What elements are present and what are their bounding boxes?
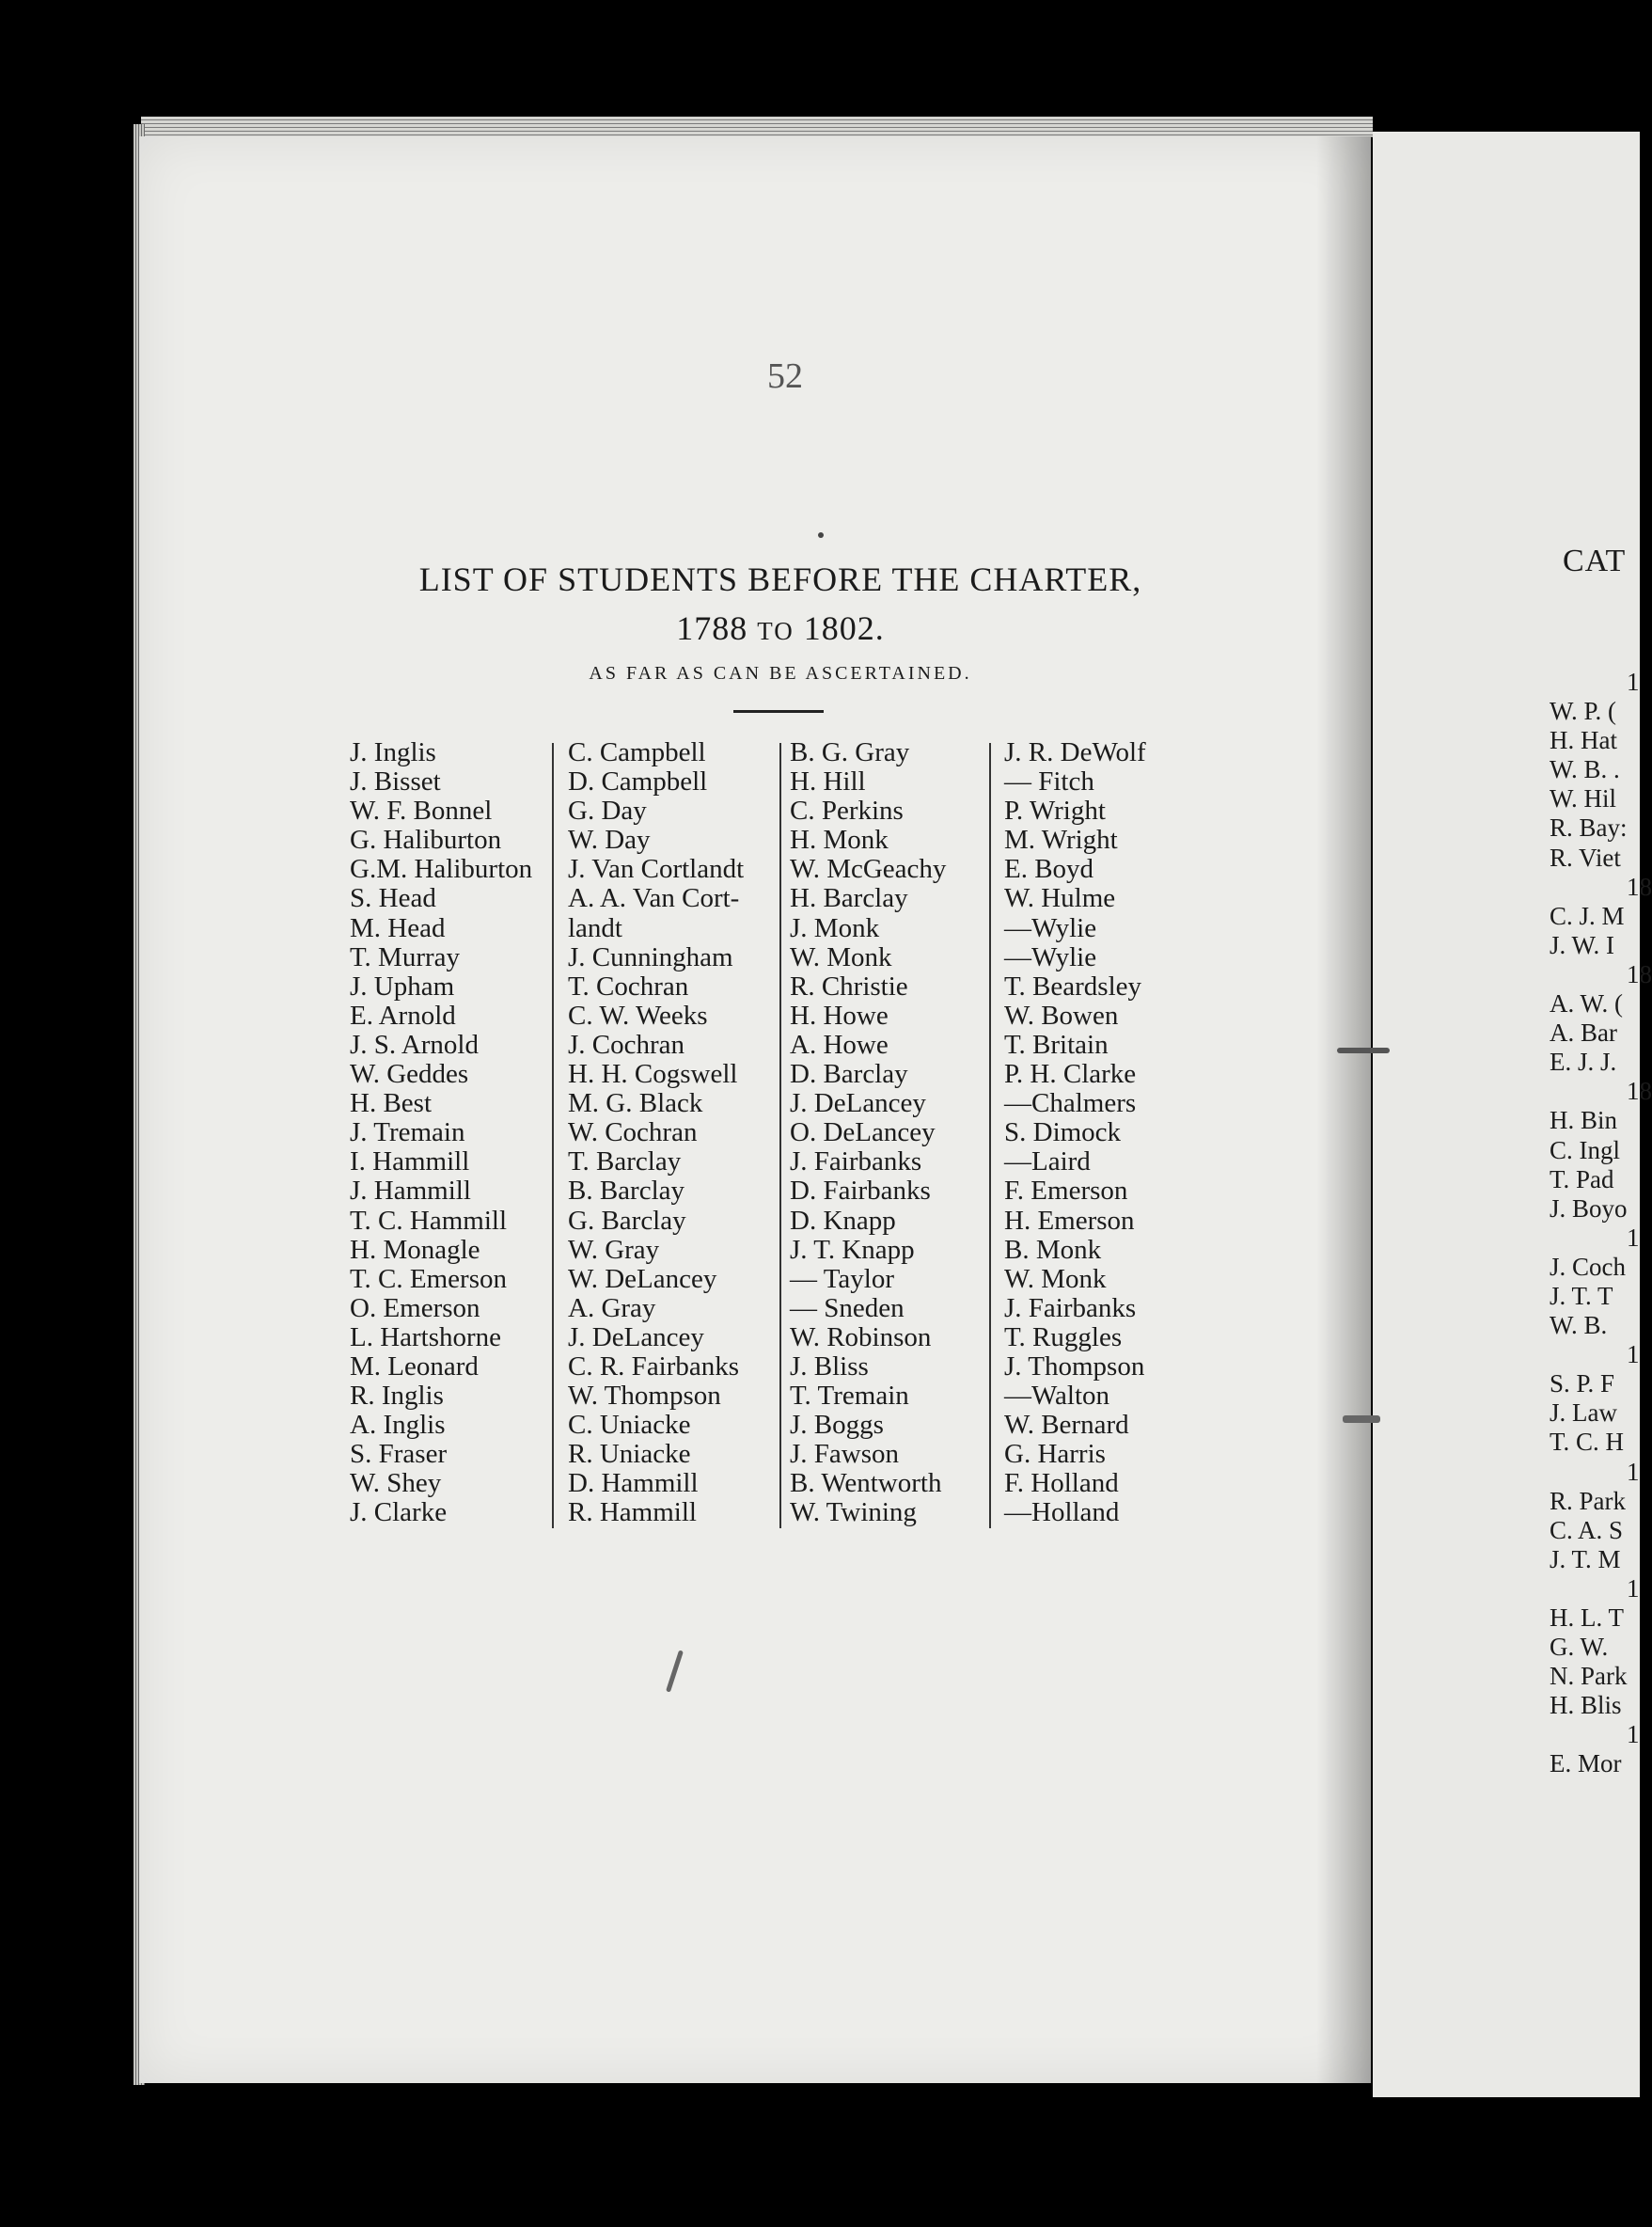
student-name: C. W. Weeks bbox=[568, 1000, 708, 1031]
student-name: E. Boyd bbox=[1004, 854, 1094, 885]
student-name: W. Hil bbox=[1550, 784, 1617, 813]
student-name: P. Wright bbox=[1004, 796, 1106, 827]
page-title bbox=[320, 555, 1241, 655]
year-label: 18 bbox=[1627, 1077, 1652, 1106]
student-name: J. Fairbanks bbox=[1004, 1292, 1137, 1323]
student-name: landt bbox=[568, 912, 622, 943]
name-column-4 bbox=[1004, 738, 1146, 1528]
student-name: J. T. M bbox=[1550, 1544, 1621, 1573]
year-label: 1 bbox=[1627, 1457, 1640, 1486]
year-end: 1802. bbox=[803, 609, 885, 647]
student-name: S. Dimock bbox=[1004, 1117, 1122, 1148]
student-name: J. Bliss bbox=[790, 1350, 869, 1382]
student-name: J. Bisset bbox=[350, 766, 441, 798]
year-label: 1 bbox=[1627, 1720, 1640, 1749]
column-divider bbox=[989, 743, 991, 1528]
student-name: A. Inglis bbox=[350, 1410, 446, 1441]
left-page bbox=[139, 136, 1371, 2083]
student-name: R. Christie bbox=[790, 971, 908, 1002]
student-name: J. R. DeWolf bbox=[1004, 737, 1146, 767]
student-name: C. J. M bbox=[1550, 901, 1625, 930]
student-name: J. Thompson bbox=[1004, 1350, 1145, 1382]
student-name: S. P. F bbox=[1550, 1369, 1615, 1398]
student-name: H. L. T bbox=[1550, 1603, 1624, 1632]
student-name: D. Knapp bbox=[790, 1205, 896, 1236]
student-name: J. Coch bbox=[1550, 1252, 1626, 1281]
student-name: H. Emerson bbox=[1004, 1205, 1135, 1236]
student-name: W. Shey bbox=[350, 1468, 442, 1499]
student-name: T. Ruggles bbox=[1004, 1321, 1123, 1352]
student-name: J. Clarke bbox=[350, 1497, 448, 1528]
student-name: J. Law bbox=[1550, 1398, 1617, 1428]
student-name: J. Boyo bbox=[1550, 1193, 1628, 1223]
title-rule bbox=[733, 710, 824, 713]
student-name: —Wylie bbox=[1004, 941, 1097, 972]
student-name: H. Hill bbox=[790, 766, 866, 798]
student-name: — Fitch bbox=[1004, 766, 1094, 798]
column-divider bbox=[552, 743, 554, 1528]
student-name: C. Perkins bbox=[790, 796, 904, 827]
student-name: C. Uniacke bbox=[568, 1410, 691, 1441]
scan-speck bbox=[1337, 1048, 1390, 1053]
student-name: —Walton bbox=[1004, 1381, 1110, 1412]
student-name: W. Geddes bbox=[350, 1059, 469, 1090]
title-years bbox=[320, 604, 1241, 655]
student-name: —Wylie bbox=[1004, 912, 1097, 943]
student-name: J. DeLancey bbox=[568, 1321, 704, 1352]
student-name: G.M. Haliburton bbox=[350, 854, 533, 885]
student-name: W. B. bbox=[1550, 1311, 1608, 1340]
student-name: W. Gray bbox=[568, 1234, 660, 1265]
year-label: 1 bbox=[1627, 1340, 1640, 1369]
student-name: T. Barclay bbox=[568, 1146, 682, 1177]
name-column-2 bbox=[568, 738, 744, 1528]
student-name: J. Upham bbox=[350, 971, 455, 1002]
student-name: W. Thompson bbox=[568, 1381, 721, 1412]
student-name: T. Beardsley bbox=[1004, 971, 1142, 1002]
student-name: —Holland bbox=[1004, 1497, 1120, 1528]
student-name: —Laird bbox=[1004, 1146, 1091, 1177]
student-name: H. Bin bbox=[1550, 1106, 1618, 1135]
student-name: F. Holland bbox=[1004, 1468, 1119, 1499]
student-name: I. Hammill bbox=[350, 1146, 470, 1177]
student-name: W. Twining bbox=[790, 1497, 917, 1528]
student-name: H. Best bbox=[350, 1088, 432, 1119]
student-name: J. Cochran bbox=[568, 1029, 685, 1060]
year-label: 1 bbox=[1627, 668, 1640, 696]
student-name: J. Fairbanks bbox=[790, 1146, 922, 1177]
student-name: J. S. Arnold bbox=[350, 1029, 479, 1060]
student-name: W. McGeachy bbox=[790, 854, 947, 885]
student-name: M. Leonard bbox=[350, 1350, 479, 1382]
student-name: D. Barclay bbox=[790, 1059, 908, 1090]
student-name: A. Bar bbox=[1550, 1019, 1617, 1048]
student-name: O. DeLancey bbox=[790, 1117, 936, 1148]
student-name: F. Emerson bbox=[1004, 1176, 1128, 1207]
student-name: M. Wright bbox=[1004, 825, 1118, 856]
student-name: O. Emerson bbox=[350, 1292, 480, 1323]
student-name: C. A. S bbox=[1550, 1515, 1624, 1544]
student-name: A. W. ( bbox=[1550, 989, 1624, 1019]
student-name: H. Barclay bbox=[790, 883, 908, 914]
student-name: J. Monk bbox=[790, 912, 880, 943]
student-name: C. Campbell bbox=[568, 737, 706, 767]
student-name: — Taylor bbox=[790, 1263, 895, 1294]
student-name: N. Park bbox=[1550, 1662, 1628, 1691]
student-name: R. Viet bbox=[1550, 843, 1621, 872]
student-name: H. Monagle bbox=[350, 1234, 480, 1265]
student-name: M. G. Black bbox=[568, 1088, 703, 1119]
student-name: C. Ingl bbox=[1550, 1135, 1621, 1164]
student-name: T. Tremain bbox=[790, 1381, 909, 1412]
student-name: L. Hartshorne bbox=[350, 1321, 502, 1352]
student-name: — Sneden bbox=[790, 1292, 905, 1323]
student-name: B. Wentworth bbox=[790, 1468, 942, 1499]
year-label: 1 bbox=[1627, 1573, 1640, 1603]
student-name: —Chalmers bbox=[1004, 1088, 1137, 1119]
scan-speck bbox=[818, 532, 824, 538]
student-name: W. Robinson bbox=[790, 1321, 932, 1352]
year-start: 1788 bbox=[676, 609, 748, 647]
student-name: G. W. bbox=[1550, 1633, 1609, 1662]
student-name: R. Uniacke bbox=[568, 1439, 691, 1470]
student-name: H. Blis bbox=[1550, 1691, 1622, 1720]
name-column-3 bbox=[790, 738, 946, 1528]
column-divider bbox=[779, 743, 781, 1528]
name-column-1 bbox=[350, 738, 532, 1528]
student-name: E. J. J. bbox=[1550, 1048, 1617, 1077]
student-name: B. Barclay bbox=[568, 1176, 685, 1207]
student-name: H. Monk bbox=[790, 825, 889, 856]
student-name: T. Pad bbox=[1550, 1164, 1614, 1193]
student-name: G. Haliburton bbox=[350, 825, 502, 856]
student-name: W. Hulme bbox=[1004, 883, 1116, 914]
student-name: W. F. Bonnel bbox=[350, 796, 493, 827]
student-name: J. Hammill bbox=[350, 1176, 471, 1207]
title-line: LIST OF STUDENTS BEFORE THE CHARTER, bbox=[418, 561, 1142, 598]
student-name: B. G. Gray bbox=[790, 737, 910, 767]
page-top-edges bbox=[141, 117, 1373, 137]
student-name: T. C. Hammill bbox=[350, 1205, 508, 1236]
student-name: T. C. Emerson bbox=[350, 1263, 507, 1294]
student-name: G. Day bbox=[568, 796, 647, 827]
student-name: T. Murray bbox=[350, 941, 461, 972]
year-to: TO bbox=[757, 617, 795, 645]
student-name: J. T. Knapp bbox=[790, 1234, 915, 1265]
student-name: T. Britain bbox=[1004, 1029, 1109, 1060]
student-name: H. Hat bbox=[1550, 726, 1617, 755]
right-page-heading: CAT bbox=[1563, 544, 1627, 578]
student-name: C. R. Fairbanks bbox=[568, 1350, 740, 1382]
student-name: J. Cunningham bbox=[568, 941, 733, 972]
year-label: 1 bbox=[1627, 1223, 1640, 1252]
student-name: J. Van Cortlandt bbox=[568, 854, 745, 885]
student-name: D. Fairbanks bbox=[790, 1176, 931, 1207]
student-name: B. Monk bbox=[1004, 1234, 1102, 1265]
student-name: E. Mor bbox=[1550, 1749, 1622, 1778]
student-name: D. Hammill bbox=[568, 1468, 699, 1499]
book-gutter bbox=[1316, 136, 1373, 2083]
student-name: D. Campbell bbox=[568, 766, 708, 798]
student-name: R. Inglis bbox=[350, 1381, 444, 1412]
student-name: P. H. Clarke bbox=[1004, 1059, 1137, 1090]
student-name: W. Monk bbox=[1004, 1263, 1107, 1294]
student-name: W. DeLancey bbox=[568, 1263, 717, 1294]
student-name: A. Gray bbox=[568, 1292, 656, 1323]
year-label: 18 bbox=[1627, 959, 1652, 988]
student-name: W. Monk bbox=[790, 941, 892, 972]
student-name: J. DeLancey bbox=[790, 1088, 926, 1119]
student-name: W. P. ( bbox=[1550, 697, 1617, 726]
page-number: 52 bbox=[767, 356, 803, 396]
student-name: W. Bowen bbox=[1004, 1000, 1119, 1031]
student-name: S. Fraser bbox=[350, 1439, 448, 1470]
student-name: W. Day bbox=[568, 825, 651, 856]
student-name: A. Howe bbox=[790, 1029, 889, 1060]
page-subtitle: AS FAR AS CAN BE ASCERTAINED. bbox=[589, 663, 972, 684]
student-name: R. Park bbox=[1550, 1486, 1626, 1515]
student-name: G. Harris bbox=[1004, 1439, 1106, 1470]
student-name: J. Tremain bbox=[350, 1117, 465, 1148]
student-name: W. Cochran bbox=[568, 1117, 698, 1148]
student-name: T. Cochran bbox=[568, 971, 689, 1002]
student-name: H. H. Cogswell bbox=[568, 1059, 738, 1090]
student-name: A. A. Van Cort- bbox=[568, 883, 740, 914]
student-name: R. Bay: bbox=[1550, 813, 1628, 843]
student-name: J. W. I bbox=[1550, 930, 1615, 959]
student-name: W. Bernard bbox=[1004, 1410, 1129, 1441]
student-name: J. T. T bbox=[1550, 1281, 1613, 1310]
student-name: S. Head bbox=[350, 883, 436, 914]
student-name: W. B. . bbox=[1550, 755, 1620, 784]
student-name: H. Howe bbox=[790, 1000, 889, 1031]
student-name: J. Boggs bbox=[790, 1410, 884, 1441]
student-name: R. Hammill bbox=[568, 1497, 697, 1528]
student-name: J. Fawson bbox=[790, 1439, 900, 1470]
year-label: 18 bbox=[1627, 872, 1652, 901]
scan-speck bbox=[1343, 1415, 1380, 1423]
student-name: J. Inglis bbox=[350, 737, 436, 767]
student-name: E. Arnold bbox=[350, 1000, 456, 1031]
student-name: T. C. H bbox=[1550, 1428, 1624, 1457]
student-name: M. Head bbox=[350, 912, 446, 943]
right-page-list bbox=[1550, 668, 1652, 1779]
student-name: G. Barclay bbox=[568, 1205, 686, 1236]
